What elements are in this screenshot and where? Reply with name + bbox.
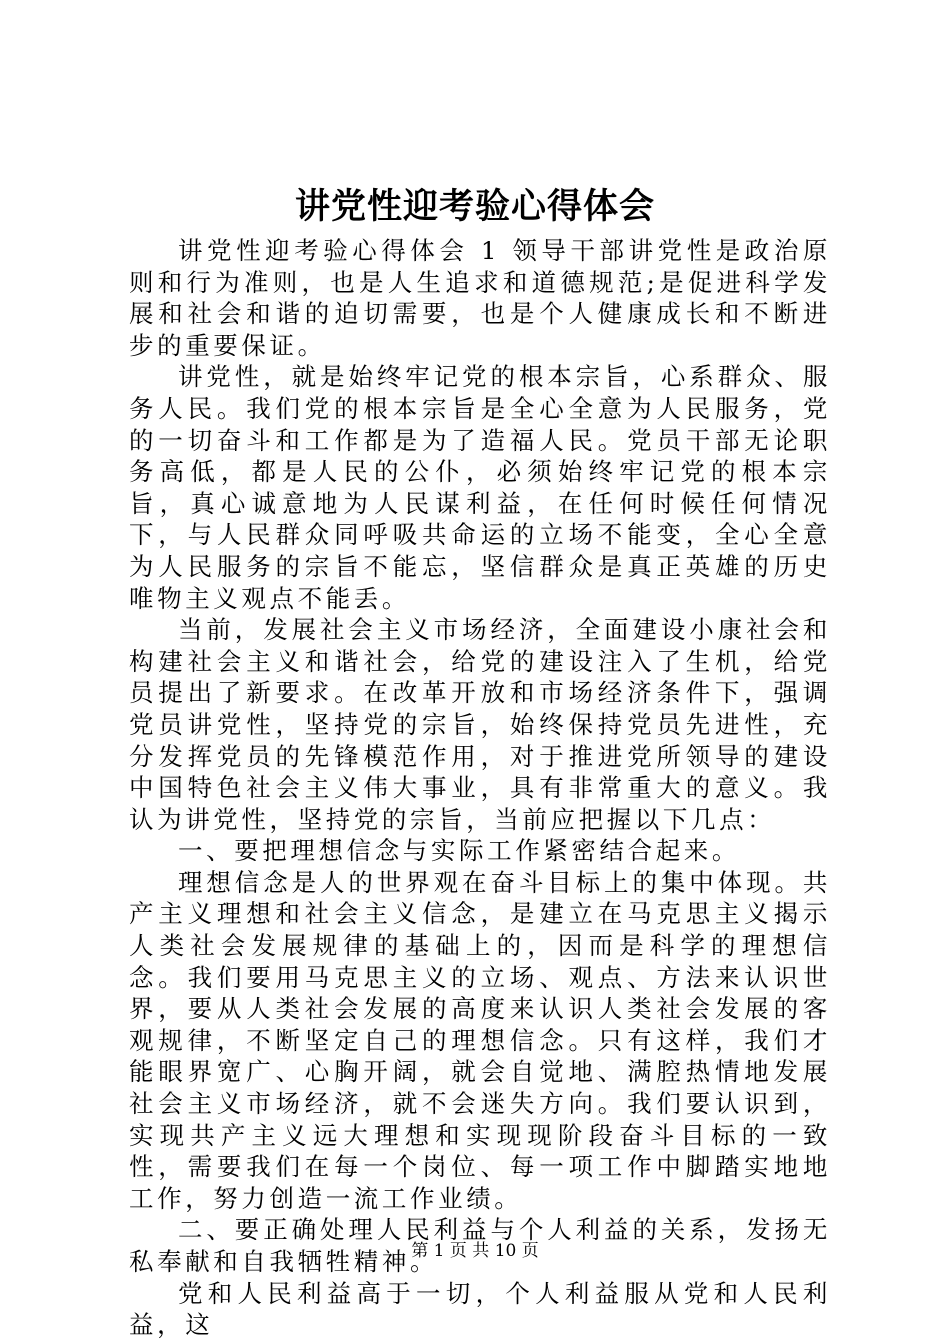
body-paragraph: 当前，发展社会主义市场经济，全面建设小康社会和构建社会主义和谐社会，给党的建设注入了生机，给党员提出了新要求。在改革开放和市场经济条件下，强调党员讲党性，坚持党的宗旨，始终保持党员先进性，充分发挥党员的先锋模范作用，对于推进党所领导的建设中国特色社会主义伟大事业，具有非常重大的意义。我认为讲党性，坚持党的宗旨，当前应把握以下几点： (129, 615, 831, 834)
page-number-footer: 第 1 页 共 10 页 (411, 1241, 539, 1261)
section-heading: 二、要正确处理人民利益与个人利益的关系，发扬无私奉献和自我牺牲精神。 (129, 1215, 831, 1276)
body-paragraph: 讲党性，就是始终牢记党的根本宗旨，心系群众、服务人民。我们党的根本宗旨是全心全意为人民服务，党的一切奋斗和工作都是为了造福人民。党员干部无论职务高低，都是人民的公仆，必须始终牢记党的根本宗旨，真心诚意地为人民谋利益，在任何时候任何情况下，与人民群众同呼吸共命运的立场不能变，全心全意为人民服务的宗旨不能忘，坚信群众是真正英雄的历史唯物主义观点不能丢。 (129, 362, 831, 613)
body-paragraph: 党和人民利益高于一切，个人利益服从党和人民利益，这 (129, 1278, 831, 1340)
section-heading: 一、要把理想信念与实际工作紧密结合起来。 (178, 836, 740, 866)
document-body (129, 235, 831, 1341)
body-paragraph: 讲党性迎考验心得体会 1 领导干部讲党性是政治原则和行为准则，也是人生追求和道德规范;是促进科学发展和社会和谐的迫切需要，也是个人健康成长和不断进步的重要保证。 (129, 236, 831, 360)
document-title: 讲党性迎考验心得体会 (294, 186, 655, 227)
body-paragraph: 理想信念是人的世界观在奋斗目标上的集中体现。共产主义理想和社会主义信念，是建立在马克思主义揭示人类社会发展规律的基础上的，因而是科学的理想信念。我们要用马克思主义的立场、观点、方法来认识世界，要从人类社会发展的高度来认识人类社会发展的客观规律，不断坚定自己的理想信念。只有这样，我们才能眼界宽广、心胸开阔，就会自觉地、满腔热情地发展社会主义市场经济，就不会迷失方向。我们要认识到，实现共产主义远大理想和实现现阶段奋斗目标的一致性，需要我们在每一个岗位、每一项工作中脚踏实地地工作，努力创造一流工作业绩。 (129, 867, 831, 1213)
